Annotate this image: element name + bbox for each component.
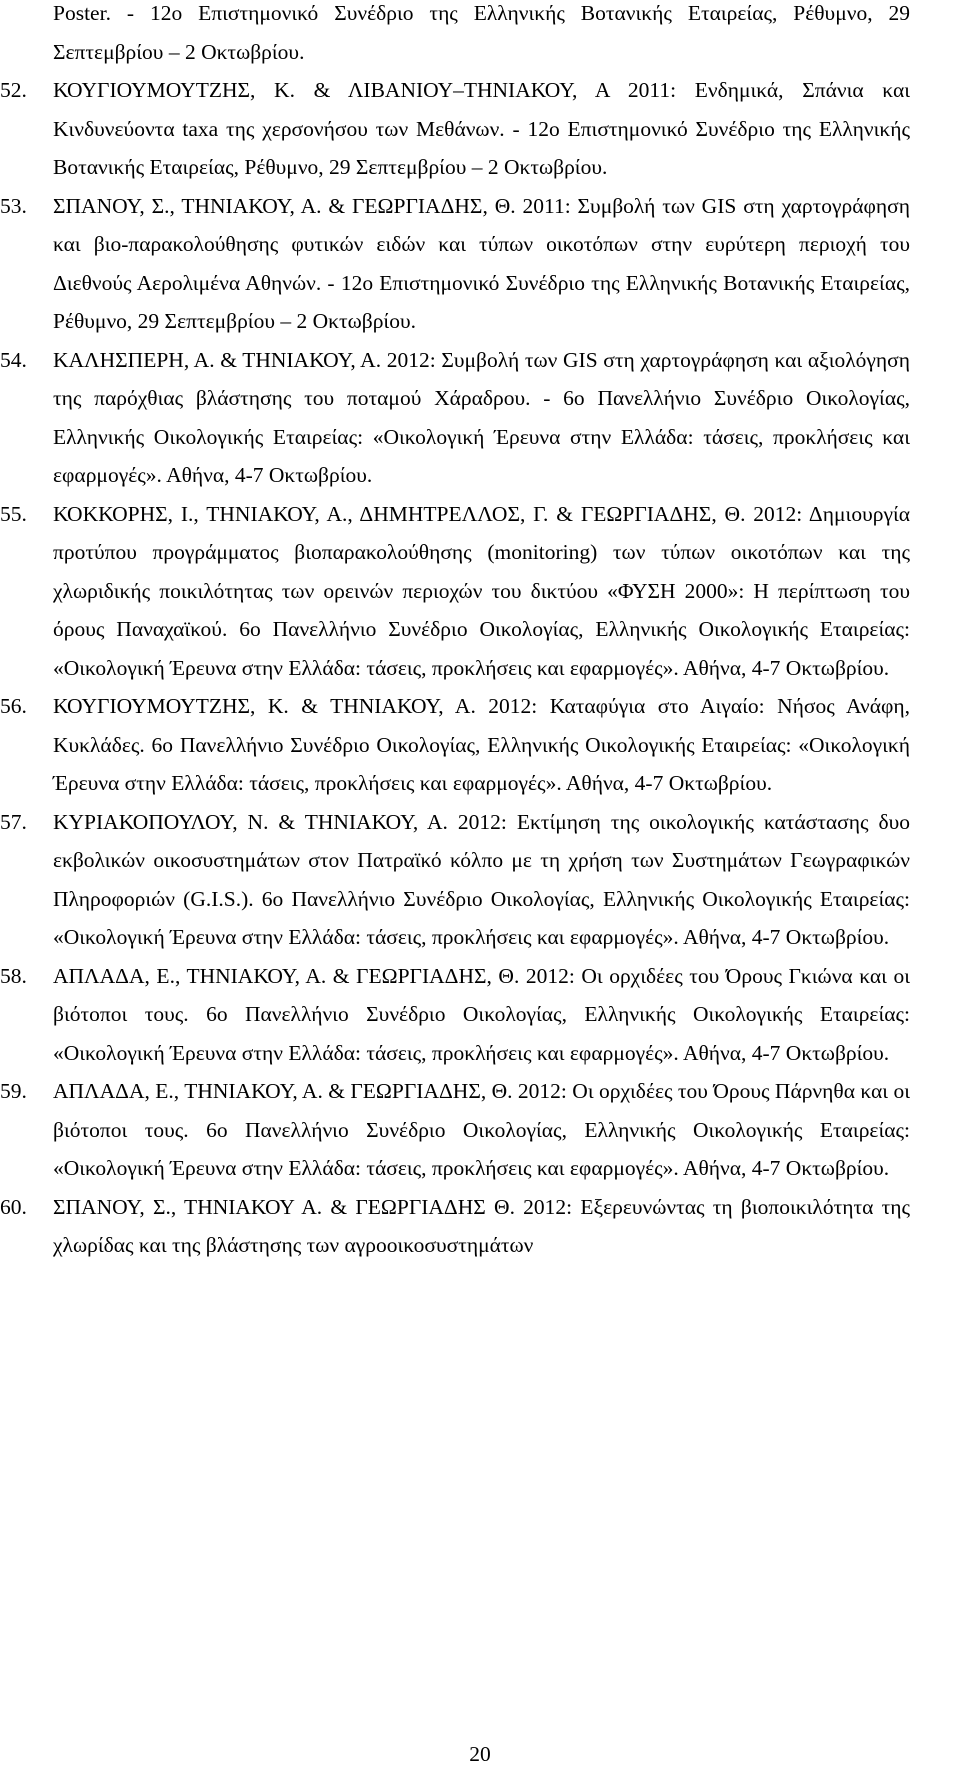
reference-text: ΚΑΛΗΣΠΕΡΗ, Α. & ΤΗΝΙΑΚΟΥ, Α. 2012: Συμβολή των GIS στη χαρτογράφηση και αξιολόγηση της παρόχθιας βλάστησης του ποταμού Χάραδρου. - 6ο Πανελλήνιο Συνέδριο Οικολογίας, Ελληνικής Οικολογικής Εταιρείας: «Οικολογική Έρευνα στην Ελλάδα: τάσεις, προκλήσεις και εφαρμογές». Αθήνα, 4-7 Οκτωβρίου. <box>53 347 910 487</box>
reference-number: 56. <box>0 694 27 718</box>
reference-text: ΑΠΛΑΔΑ, Ε., ΤΗΝΙΑΚΟΥ, Α. & ΓΕΩΡΓΙΑΔΗΣ, Θ. 2012: Οι ορχιδέες του Όρους Γκιώνα και οι βιότοποι τους. 6ο Πανελλήνιο Συνέδριο Οικολογίας, Ελληνικής Οικολογικής Εταιρείας: «Οικολογική Έρευνα στην Ελλάδα: τάσεις, προκλήσεις και εφαρμογές». Αθήνα, 4-7 Οκτωβρίου. <box>53 963 910 1065</box>
reference-entry-60 <box>0 1188 910 1265</box>
reference-number: 53. <box>0 193 27 218</box>
reference-text: ΣΠΑΝΟΥ, Σ., ΤΗΝΙΑΚΟΥ, Α. & ΓΕΩΡΓΙΑΔΗΣ, Θ. 2011: Συμβολή των GIS στη χαρτογράφηση και βιο-παρακολούθησης φυτικών ειδών και τύπων οικοτόπων στην ευρύτερη περιοχή του Διεθνούς Αερολιμένα Αθηνών. - 12ο Επιστημονικό Συνέδριο της Ελληνικής Βοτανικής Εταιρείας, Ρέθυμνο, 29 Σεπτεμβρίου – 2 Οκτωβρίου. <box>53 193 910 333</box>
reference-entry-53 <box>0 187 910 341</box>
reference-text: ΣΠΑΝΟΥ, Σ., ΤΗΝΙΑΚΟΥ Α. & ΓΕΩΡΓΙΑΔΗΣ Θ. 2012: Εξερευνώντας τη βιοποικιλότητα της χλωρίδας και της βλάστησης των αγροοικοσυστημάτων <box>53 1194 910 1257</box>
continued-reference-body: Poster. - 12ο Επιστημονικό Συνέδριο της Ελληνικής Βοτανικής Εταιρείας, Ρέθυμνο, 29 Σεπτεμβρίου – 2 Οκτωβρίου. <box>53 1 910 64</box>
reference-number: 60. <box>0 1194 27 1219</box>
continued-reference-text <box>53 0 910 71</box>
reference-text: ΚΟΥΓΙΟΥΜΟΥΤΖΗΣ, Κ. & ΤΗΝΙΑΚΟΥ, Α. 2012: Καταφύγια στο Αιγαίο: Νήσος Ανάφη, Κυκλάδες. 6ο Πανελλήνιο Συνέδριο Οικολογίας, Ελληνικής Οικολογικής Εταιρείας: «Οικολογική Έρευνα στην Ελλάδα: τάσεις, προκλήσεις και εφαρμογές». Αθήνα, 4-7 Οκτωβρίου. <box>53 694 910 795</box>
reference-text: ΚΥΡΙΑΚΟΠΟΥΛΟΥ, Ν. & ΤΗΝΙΑΚΟΥ, Α. 2012: Εκτίμηση της οικολογικής κατάστασης δυο εκβολικών οικοσυστημάτων στον Πατραϊκό κόλπο με τη χρήση των Συστημάτων Γεωγραφικών Πληροφοριών (G.I.S.). 6ο Πανελλήνιο Συνέδριο Οικολογίας, Ελληνικής Οικολογικής Εταιρείας: «Οικολογική Έρευνα στην Ελλάδα: τάσεις, προκλήσεις και εφαρμογές». Αθήνα, 4-7 Οκτωβρίου. <box>53 809 910 949</box>
reference-text: ΚΟΥΓΙΟΥΜΟΥΤΖΗΣ, Κ. & ΛΙΒΑΝΙΟΥ–ΤΗΝΙΑΚΟΥ, Α 2011: Ενδημικά, Σπάνια και Κινδυνεύοντα taxa της χερσονήσου των Μεθάνων. - 12ο Επιστημονικό Συνέδριο της Ελληνικής Βοτανικής Εταιρείας, Ρέθυμνο, 29 Σεπτεμβρίου – 2 Οκτωβρίου. <box>53 78 910 179</box>
reference-entry-56 <box>0 687 910 803</box>
page-number: 20 <box>469 1742 491 1766</box>
reference-entry-52 <box>0 71 910 187</box>
reference-entry-54 <box>0 341 910 495</box>
reference-text: ΚΟΚΚΟΡΗΣ, Ι., ΤΗΝΙΑΚΟΥ, Α., ΔΗΜΗΤΡΕΛΛΟΣ, Γ. & ΓΕΩΡΓΙΑΔΗΣ, Θ. 2012: Δημιουργία προτύπου προγράμματος βιοπαρακολούθησης (monitoring) των τύπων οικοτόπων και της χλωριδικής ποικιλότητας των ορεινών περιοχών του δικτύου «ΦΥΣΗ 2000»: Η περίπτωση του όρους Παναχαϊκού. 6ο Πανελλήνιο Συνέδριο Οικολογίας, Ελληνικής Οικολογικής Εταιρείας: «Οικολογική Έρευνα στην Ελλάδα: τάσεις, προκλήσεις και εφαρμογές». Αθήνα, 4-7 Οκτωβρίου. <box>53 501 910 680</box>
reference-number: 55. <box>0 501 27 526</box>
reference-text: ΑΠΛΑΔΑ, Ε., ΤΗΝΙΑΚΟΥ, Α. & ΓΕΩΡΓΙΑΔΗΣ, Θ. 2012: Οι ορχιδέες του Όρους Πάρνηθα και οι βιότοποι τους. 6ο Πανελλήνιο Συνέδριο Οικολογίας, Ελληνικής Οικολογικής Εταιρείας: «Οικολογική Έρευνα στην Ελλάδα: τάσεις, προκλήσεις και εφαρμογές». Αθήνα, 4-7 Οκτωβρίου. <box>53 1079 910 1180</box>
reference-number: 52. <box>0 78 27 102</box>
reference-entry-57 <box>0 803 910 957</box>
reference-entry-55 <box>0 495 910 688</box>
reference-number: 57. <box>0 809 27 834</box>
reference-entry-58 <box>0 957 910 1073</box>
reference-number: 54. <box>0 347 27 372</box>
reference-number: 59. <box>0 1079 27 1103</box>
reference-entry-59 <box>0 1072 910 1188</box>
reference-number: 58. <box>0 963 27 988</box>
